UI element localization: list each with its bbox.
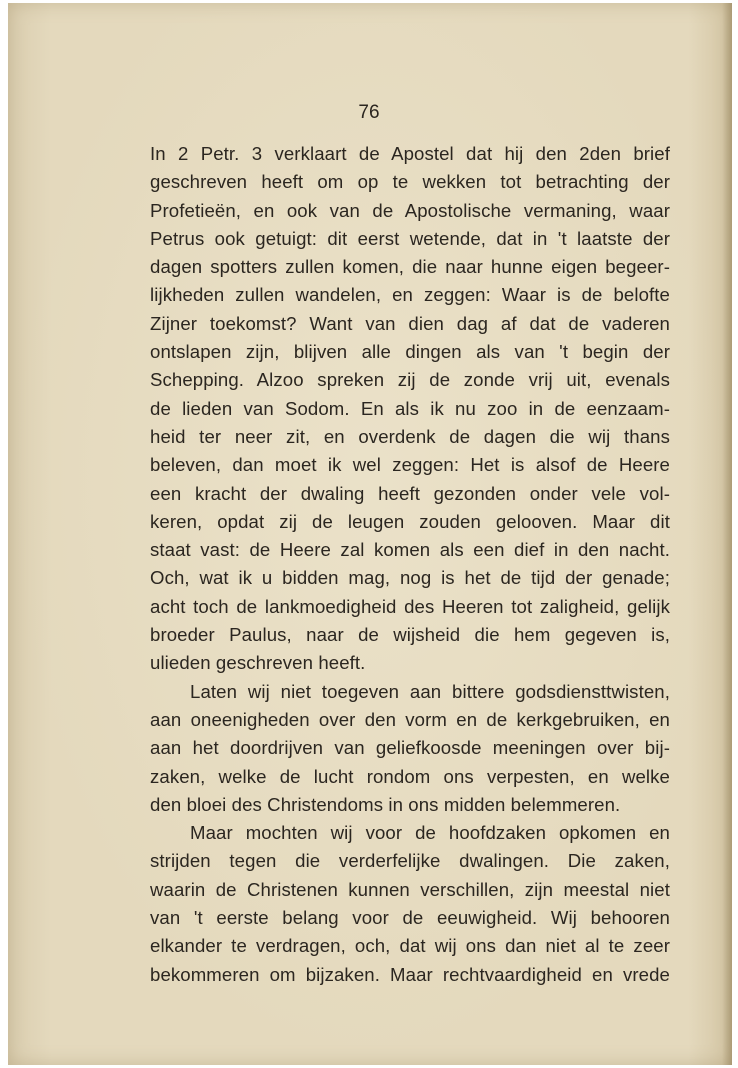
text-line: waarin de Christenen kunnen verschillen, zijn meestal niet xyxy=(150,878,670,900)
text-line: keren, opdat zij de leugen zouden gelooven. Maar dit xyxy=(150,510,670,532)
body-text xyxy=(150,140,670,989)
text-line: bekommeren om bijzaken. Maar rechtvaardigheid en vrede xyxy=(150,963,670,985)
text-line: Schepping. Alzoo spreken zij de zonde vrij uit, evenals xyxy=(150,369,670,391)
text-line: de lieden van Sodom. En als ik nu zoo in de eenzaam- xyxy=(150,397,670,419)
text-line: strijden tegen die verderfelijke dwalingen. Die zaken, xyxy=(150,850,670,872)
text-line: beleven, dan moet ik wel zeggen: Het is alsof de Heere xyxy=(150,454,670,476)
text-line: staat vast: de Heere zal komen als een dief in den nacht. xyxy=(150,539,670,561)
text-line: acht toch de lankmoedigheid des Heeren tot zaligheid, gelijk xyxy=(150,595,670,617)
text-line: Maar mochten wij voor de hoofdzaken opkomen en xyxy=(190,822,670,844)
text-line: Laten wij niet toegeven aan bittere godsdiensttwisten, xyxy=(190,680,670,702)
page-number: 76 xyxy=(358,102,380,123)
text-line: aan oneenigheden over den vorm en de kerkgebruiken, en xyxy=(150,708,670,730)
text-line: Profetieën, en ook van de Apostolische vermaning, waar xyxy=(150,199,670,221)
text-line: ontslapen zijn, blijven alle dingen als van 't begin der xyxy=(150,341,670,363)
text-line: geschreven heeft om op te wekken tot betrachting der xyxy=(150,171,670,193)
text-line: lijkheden zullen wandelen, en zeggen: Waar is de belofte xyxy=(150,284,670,306)
text-line: van 't eerste belang voor de eeuwigheid. Wij behooren xyxy=(150,907,670,929)
text-line: heid ter neer zit, en overdenk de dagen die wij thans xyxy=(150,425,670,447)
text-line: In 2 Petr. 3 verklaart de Apostel dat hij den 2den brief xyxy=(150,143,670,164)
text-line: een kracht der dwaling heeft gezonden onder vele vol- xyxy=(150,482,670,504)
page-edge-shadow xyxy=(722,3,732,1065)
text-line: dagen spotters zullen komen, die naar hunne eigen begeer- xyxy=(150,256,670,278)
text-line: Petrus ook getuigt: dit eerst wetende, dat in 't laatste der xyxy=(150,227,670,249)
text-line: den bloei des Christendoms in ons midden belemmeren. xyxy=(150,793,621,815)
text-line: Och, wat ik u bidden mag, nog is het de tijd der genade; xyxy=(150,567,670,589)
text-line: zaken, welke de lucht rondom ons verpesten, en welke xyxy=(150,765,670,787)
text-line: elkander te verdragen, och, dat wij ons dan niet al te zeer xyxy=(150,935,670,957)
text-line: ulieden geschreven heeft. xyxy=(150,652,366,674)
text-line: Zijner toekomst? Want van dien dag af dat de vaderen xyxy=(150,312,670,334)
text-line: broeder Paulus, naar de wijsheid die hem gegeven is, xyxy=(150,624,670,646)
text-line: aan het doordrijven van geliefkoosde meeningen over bij- xyxy=(150,737,670,759)
